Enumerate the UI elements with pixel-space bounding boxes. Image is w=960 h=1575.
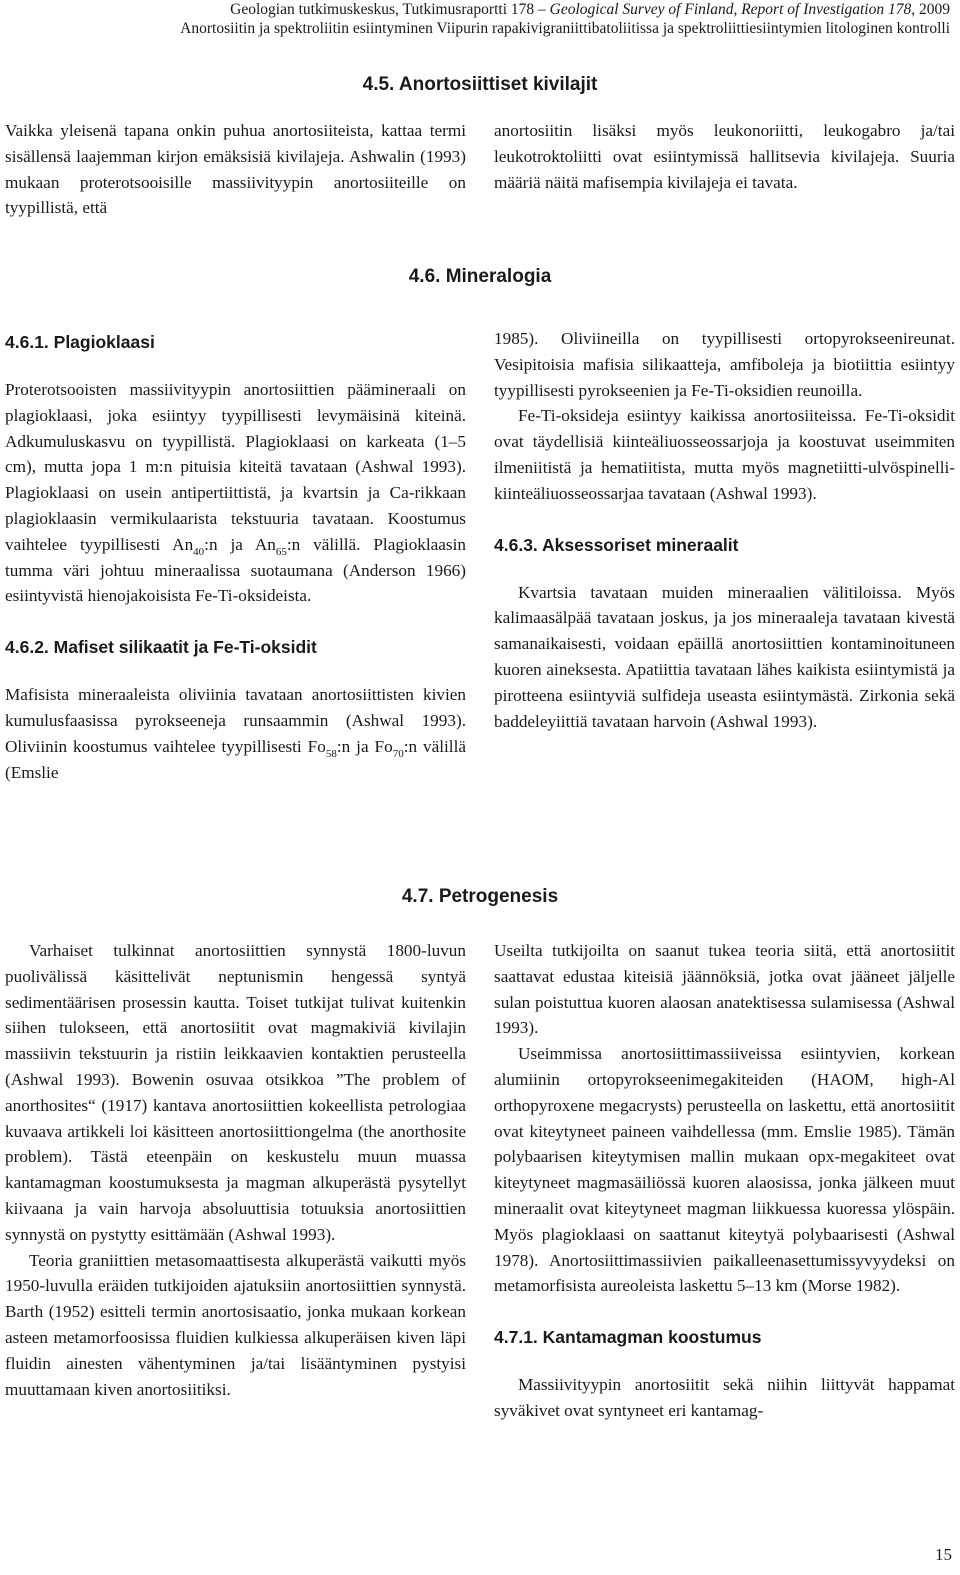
- s46-oliviini-paragraph: 1985). Oliviineilla on tyypillisesti ortopyrokseenireunat. Vesipitoisia mafisia silikaatteja, amfiboleja ja biotiittia esiintyy tyypillisesti pyrokseenien ja Fe-Ti-oksidien reunoilla.: [494, 329, 955, 400]
- s45-left-paragraph: Vaikka yleisenä tapana onkin puhua anortosiiteista, kattaa termi sisällensä laajemman kirjon emäksisiä kivilajeja. Ashwalin (1993) mukaan proterotsooisille massiivityypin anortosiiteille on tyypillistä, että: [5, 121, 466, 218]
- subheading-4-6-3: 4.6.3. Aksessoriset mineraalit: [494, 534, 739, 555]
- p1-subscript-65: 65: [275, 545, 287, 558]
- p2-part-b: :n ja Fo: [336, 736, 393, 756]
- s47-right-column: [494, 938, 955, 1424]
- p1-subscript-40: 40: [193, 545, 205, 558]
- header-year: , 2009: [911, 1, 950, 18]
- s46-right-column: [494, 326, 955, 734]
- s46-mafiset-paragraph: [5, 682, 466, 785]
- page-number: 15: [935, 1545, 952, 1564]
- s46-plagioklaasi-paragraph: [5, 377, 466, 609]
- p1-part-c: :n välillä. Plagioklaasin tumma väri johtuu mineraalissa suotaumana (Anderson 1966) esiintyvistä hienojakoisista Fe-Ti-oksideista.: [5, 534, 466, 606]
- p1-part-b: :n ja An: [204, 534, 276, 554]
- p2-part-a: Mafisista mineraaleista oliviinia tavataan anortosiittisten kivien kumulusfaasissa pyrokseeneja runsaammin (Ashwal 1993). Oliviinin koostumus vaihtelee tyypillisesti Fo: [5, 685, 466, 756]
- running-header-title: Anortosiitin ja spektroliitin esiintyminen Viipurin rapakivigraniittibatoliitissa ja spektroliittiesiintymien litologinen kontrolli: [180, 20, 950, 37]
- section-heading-4-6: 4.6. Mineralogia: [408, 266, 552, 287]
- s46-left-column: [5, 330, 466, 785]
- s47-kantamagma-paragraph: Massiivityypin anortosiitit sekä niihin liittyvät happamat syväkivet ovat syntyneet eri kantamag-: [494, 1375, 955, 1420]
- header-series-title: Geological Survey of Finland, Report of Investigation 178: [549, 1, 912, 18]
- s47-teoria-paragraph: Teoria graniittien metasomaattisesta alkuperästä vaikutti myös 1950-luvulla eräiden tutkijoiden ajatuksiin anortosiittien synnystä. Barth (1952) esitteli termin anortosisaatio, jonka mukaan korkean asteen metamorfoosissa fluidien kulkiessa alkuperäisen kiven läpi fluidin ainesten vähentyminen ja/tai lisääntyminen pystyisi muuttamaan kiven anortosiitiksi.: [5, 1250, 466, 1399]
- p2-subscript-70: 70: [392, 747, 404, 760]
- s47-useimmissa-paragraph: Useimmissa anortosiittimassiiveissa esiintyvien, korkean alumiinin ortopyrokseenimegakiteiden (HAOM, high-Al orthopyroxene megacrysts) perusteella on laskettu, että anortosiitit ovat kiteytyneet paineen vaihdellessa (mm. Emslie 1985). Tämän polybaarisen kiteytymisen mallin mukaan opx-megakiteet ovat kiteytyneet magmasäiliössä kuoren alaosissa, jonka jälkeen muut mineraalit ovat kiteytyneet magman liikkuessa kuoressa ylöspäin. Myös plagioklaasi on saattanut kiteytyä polybaarisesti (Ashwal 1978). Anortosiittimassiivien paikalleenasettumissyvyydeksi on metamorfisista aureoleista laskettu 5–13 km (Morse 1982).: [494, 1044, 955, 1296]
- p1-part-a: Proterotsooisten massiivityypin anortosiittien päämineraali on plagioklaasi, joka esiintyy tyypillisesti levymäisinä kiteinä. Adkumuluskasvu on tyypillistä. Plagioklaasi on karkeata (1–5 cm), mutta jopa 1 m:n pituisia kiteitä tavataan (Ashwal 1993). Plagioklaasi on usein antipertiittistä, ja kvartsin ja Ca-rikkaan plagioklaasin vermikulaarista tekstuuria tavataan. Koostumus vaihtelee tyypillisesti An: [5, 380, 466, 554]
- s47-varhaiset-paragraph: Varhaiset tulkinnat anortosiittien synnystä 1800-luvun puolivälissä käsittelivät neptunismin hengessä syntyä sedimentäärisen prosessin kautta. Toiset tutkijat tulivat kuitenkin siihen tulokseen, että anortosiitit ovat magmakiviä kivilajin massiivin tekstuurin ja ristiin leikkaavien kontaktien perusteella (Ashwal 1993). Bowenin osuvaa otsikkoa ”The problem of anorthosites“ (1917) kantava anortosiittien kokeellista petrologiaa kuvaava artikkeli loi käsitteen anortosiittiongelma (the anorthosite problem). Tästä eteenpäin on keskustelu muun muassa kantamagman koostumuksesta ja magman alkuperästä pysytellyt kiivaana ja vain harvoja absoluuttisia totuuksia anortosiittien synnystä on pystytty esittämään (Ashwal 1993).: [5, 941, 466, 1244]
- p2-part-c: :n välillä (Emslie: [5, 736, 466, 782]
- s45-left-column: [5, 118, 466, 221]
- header-publisher: Geologian tutkimuskeskus, Tutkimusraportti 178 –: [230, 1, 550, 18]
- s46-fe-ti-paragraph: Fe-Ti-oksideja esiintyy kaikissa anortosiiteissa. Fe-Ti-oksidit ovat täydellisiä kiinteäliuosseossarjoja ja koostuvat useimmiten ilmeniitistä ja hematiitista, mutta myös magnetiitti-ulvöspinelli-kiinteäliuosseossarjaa tavataan (Ashwal 1993).: [494, 406, 955, 503]
- s47-left-column: [5, 938, 466, 1402]
- subheading-4-6-2: 4.6.2. Mafiset silikaatit ja Fe-Ti-oksidit: [5, 637, 317, 658]
- s45-right-paragraph: anortosiitin lisäksi myös leukonoriitti, leukogabro ja/tai leukotroktoliitti ovat esiintymissä hallitsevia kivilajeja. Suuria määriä näitä mafisempia kivilajeja ei tavata.: [494, 121, 955, 192]
- s47-useilta-paragraph: Useilta tutkijoilta on saanut tukea teoria siitä, että anortosiitit saattavat edustaa kiteisiä jäännöksiä, jotka ovat jääneet jäljelle sulan poistuttua kuoren alaosan anatektisessa sulamisessa (Ashwal 1993).: [494, 941, 955, 1038]
- running-header-citation: [230, 1, 950, 19]
- p2-subscript-58: 58: [325, 747, 337, 760]
- subheading-4-7-1: 4.7.1. Kantamagman koostumus: [494, 1327, 762, 1348]
- section-heading-4-7: 4.7. Petrogenesis: [401, 886, 559, 907]
- subheading-4-6-1: 4.6.1. Plagioklaasi: [5, 332, 155, 352]
- s46-aksessoriset-paragraph: Kvartsia tavataan muiden mineraalien välitiloissa. Myös kalimaasälpää tavataan joskus, ja jos mineraaleja tavataan kivestä samanaikaisesti, voidaan epäillä anortosiittien kontaminoituneen kuoren aineksesta. Apatiittia tavataan lähes kaikista esiintymistä ja pirotteena esiintyviä sulfideja useasta esiintymästä. Zirkonia sekä baddeleyiittiä tavataan harvoin (Ashwal 1993).: [494, 582, 955, 731]
- s45-right-column: [494, 118, 955, 195]
- section-heading-4-5: 4.5. Anortosiittiset kivilajit: [362, 74, 598, 95]
